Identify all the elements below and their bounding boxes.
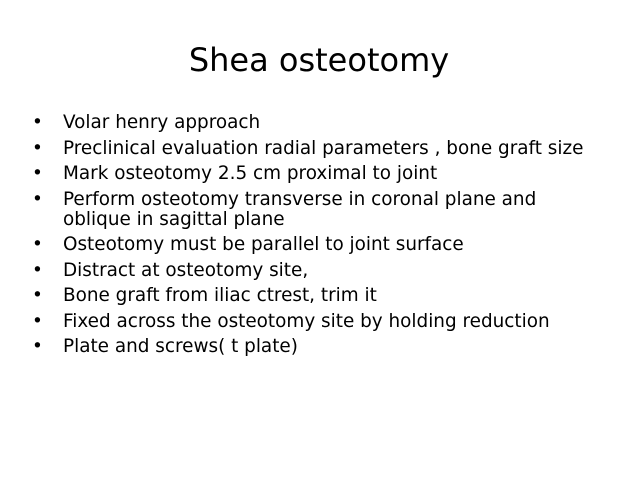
bullet-text: Preclinical evaluation radial parameters , bone graft size [63, 137, 584, 159]
bullet-item [32, 139, 602, 159]
bullet-dot-icon: • [32, 137, 43, 159]
bullet-item [32, 337, 602, 357]
bullet-item [32, 286, 602, 306]
bullet-dot-icon: • [32, 188, 43, 210]
bullet-item [32, 235, 602, 255]
bullet-dot-icon: • [32, 285, 43, 306]
bullet-dot-icon: • [32, 112, 43, 133]
bullet-item [32, 164, 602, 184]
bullet-text: Perform osteotomy transverse in coronal plane and oblique in sagittal plane [63, 188, 537, 230]
bullet-item [32, 190, 602, 230]
bullet-list [32, 113, 602, 363]
bullet-dot-icon: • [32, 336, 43, 357]
bullet-dot-icon: • [32, 259, 43, 281]
bullet-dot-icon: • [32, 310, 43, 332]
bullet-item [32, 261, 602, 281]
bullet-text: Distract at osteotomy site, [63, 259, 309, 281]
bullet-text: Mark osteotomy 2.5 cm proximal to joint [63, 163, 438, 184]
bullet-text: Plate and screws( t plate) [63, 336, 298, 357]
bullet-dot-icon: • [32, 163, 43, 184]
bullet-text: Volar henry approach [63, 112, 261, 133]
bullet-dot-icon: • [32, 234, 43, 255]
bullet-item [32, 312, 602, 332]
bullet-text: Osteotomy must be parallel to joint surface [63, 234, 464, 255]
bullet-text: Bone graft from iliac ctrest, trim it [63, 285, 377, 306]
bullet-item [32, 113, 602, 133]
bullet-text: Fixed across the osteotomy site by holding reduction [63, 310, 550, 332]
slide-title: Shea osteotomy [188, 41, 450, 79]
